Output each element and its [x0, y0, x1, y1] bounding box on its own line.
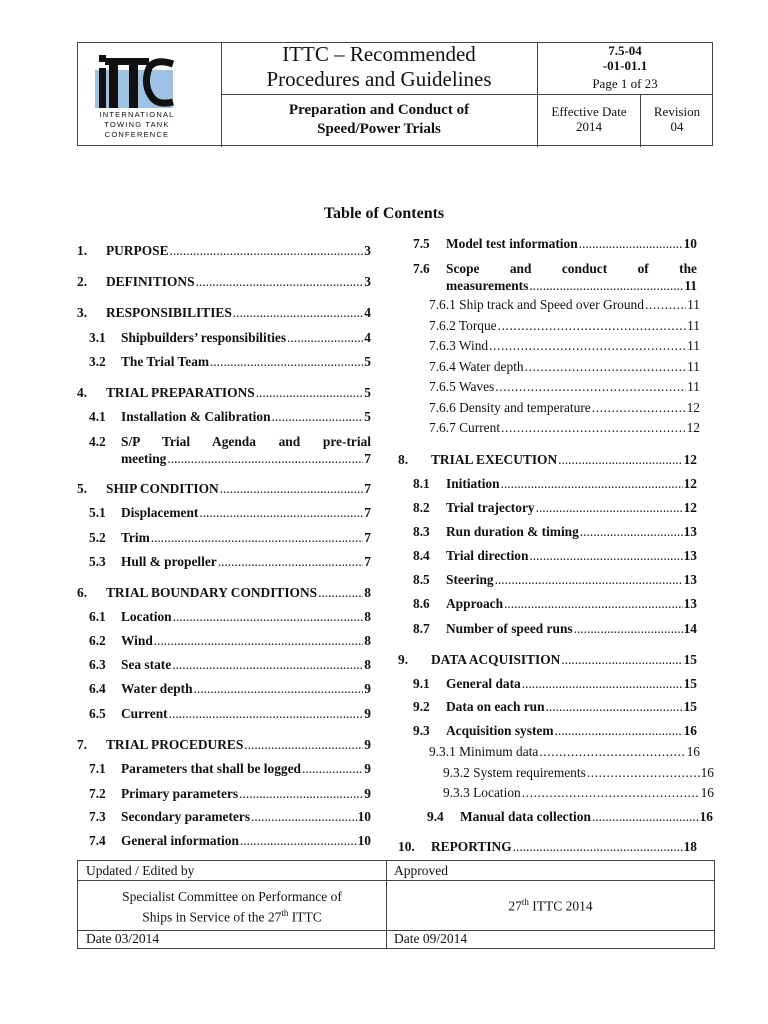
toc-number: 7.2 — [89, 786, 106, 801]
toc-page-number: 7 — [364, 554, 371, 569]
toc-leader — [555, 722, 683, 739]
toc-label: 7.6.3 Wind — [429, 338, 489, 353]
toc-leader — [579, 235, 683, 252]
toc-number: 6. — [77, 585, 88, 600]
toc-label: Trial direction — [446, 548, 529, 563]
toc-label: Initiation — [446, 476, 500, 491]
toc-leader — [558, 451, 682, 468]
toc-page-number: 13 — [683, 524, 697, 539]
toc-page-number: 7 — [364, 481, 371, 496]
toc-number: 7.1 — [89, 761, 106, 776]
toc-entry-water-depth[interactable] — [89, 680, 371, 697]
toc-entry-trial-procedures[interactable] — [77, 736, 371, 753]
toc-label: Scope and conduct of the — [446, 261, 697, 276]
toc-page-number: 9 — [364, 786, 371, 801]
toc-label: 7.6.6 Density and temperature — [429, 400, 591, 415]
toc-label: Run duration & timing — [446, 524, 579, 539]
toc-leader — [256, 384, 364, 401]
toc-label: Approach — [446, 596, 504, 611]
toc-page-number: 16 — [686, 744, 700, 759]
committee-line-2-pre: Ships in Service of the 27 — [142, 909, 282, 925]
toc-leader — [240, 832, 357, 849]
ittc-logo — [95, 50, 175, 108]
toc-entry-trial-execution[interactable] — [398, 451, 697, 468]
toc-leader — [539, 743, 685, 760]
toc-page-number: 8 — [364, 633, 371, 648]
toc-entry-responsibilities[interactable] — [77, 304, 371, 321]
toc-number: 7.4 — [89, 833, 106, 848]
toc-entry-trial-preparations[interactable] — [77, 384, 371, 401]
toc-page-number: 11 — [684, 278, 697, 293]
toc-label: Manual data collection — [460, 809, 591, 824]
toc-page-number: 8 — [364, 585, 371, 600]
toc-entry-trial-direction[interactable] — [413, 547, 697, 564]
doc-number-2: -01-01.1 — [602, 58, 648, 73]
toc-entry-purpose[interactable] — [77, 242, 371, 259]
toc-entry-7-6-1-ship-track-and-speed-over-ground[interactable] — [429, 296, 700, 313]
toc-page-number: 12 — [683, 452, 697, 467]
toc-entry-9-3-3-location[interactable] — [443, 784, 714, 801]
toc-page-number: 3 — [364, 243, 371, 258]
toc-number: 5.3 — [89, 554, 106, 569]
toc-leader — [239, 785, 363, 802]
toc-page-number: 16 — [700, 785, 714, 800]
toc-leader — [529, 277, 683, 294]
toc-number: 7.6 — [413, 261, 430, 276]
toc-leader — [251, 808, 357, 825]
toc-entry-7-6-4-water-depth[interactable] — [429, 358, 700, 375]
toc-entry-steering[interactable] — [413, 571, 697, 588]
toc-label: SHIP CONDITION — [106, 481, 219, 496]
toc-label: REPORTING — [431, 839, 512, 854]
updated-label: Updated / Edited by — [86, 863, 195, 878]
toc-entry-current[interactable] — [89, 705, 371, 722]
toc-label: Displacement — [121, 505, 199, 520]
toc-page-number: 14 — [683, 621, 697, 636]
toc-number: 8.6 — [413, 596, 430, 611]
toc-entry-initiation[interactable] — [413, 475, 697, 492]
toc-entry-run-duration-timing[interactable] — [413, 523, 697, 540]
toc-page-number: 16 — [683, 723, 697, 738]
committee-line-2-post: ITTC — [288, 909, 322, 925]
toc-entry-shipbuilders-responsibilities[interactable] — [89, 329, 371, 346]
toc-number: 4.2 — [89, 434, 106, 449]
subtitle-line-2: Speed/Power Trials — [317, 121, 441, 137]
toc-number: 4.1 — [89, 409, 106, 424]
approved-by — [387, 897, 714, 915]
toc-entry-displacement[interactable] — [89, 504, 371, 521]
toc-entry-reporting[interactable] — [398, 838, 697, 855]
toc-label: TRIAL PROCEDURES — [106, 737, 244, 752]
committee-line-2 — [78, 905, 386, 926]
toc-entry-9-3-1-minimum-data[interactable] — [429, 743, 700, 760]
toc-leader — [592, 399, 686, 416]
toc-number: 9.3 — [413, 723, 430, 738]
toc-label: Sea state — [121, 657, 172, 672]
toc-label: Trial trajectory — [446, 500, 535, 515]
logo-caption — [82, 110, 192, 140]
toc-number: 8.5 — [413, 572, 430, 587]
page-count: Page 1 of 23 — [592, 76, 658, 91]
toc-number: 9.4 — [427, 809, 444, 824]
toc-entry-model-test-information[interactable] — [413, 235, 697, 252]
toc-entry-general-information[interactable] — [89, 832, 371, 849]
toc-page-number: 12 — [686, 400, 700, 415]
toc-entry-the-trial-team[interactable] — [89, 353, 371, 370]
toc-number: 7.5 — [413, 236, 430, 251]
doc-title — [222, 42, 536, 92]
toc-leader — [546, 698, 683, 715]
toc-page-number: 15 — [683, 652, 697, 667]
approved-label: Approved — [394, 863, 448, 878]
toc-leader — [199, 504, 363, 521]
toc-page-number: 10 — [683, 236, 697, 251]
toc-label: Acquisition system — [446, 723, 554, 738]
toc-label: 9.3.2 System requirements — [443, 765, 586, 780]
toc-leader — [220, 480, 364, 497]
toc-leader — [501, 475, 683, 492]
toc-entry-data-acquisition[interactable] — [398, 651, 697, 668]
toc-leader — [501, 419, 686, 436]
toc-page-number: 4 — [364, 305, 371, 320]
toc-label: Secondary parameters — [121, 809, 251, 824]
toc-label: General information — [121, 833, 239, 848]
toc-page-number: 8 — [364, 609, 371, 624]
toc-page-number: 11 — [687, 318, 700, 333]
toc-entry-installation-calibration[interactable] — [89, 408, 371, 425]
toc-label: Steering — [446, 572, 494, 587]
toc-page-number: 5 — [364, 409, 371, 424]
toc-entry-7-6-5-waves[interactable] — [429, 378, 700, 395]
toc-page-number: 11 — [687, 297, 700, 312]
toc-label-continued: measurements — [446, 278, 529, 293]
toc-number: 9. — [398, 652, 409, 667]
toc-number: 8.1 — [413, 476, 430, 491]
toc-number: 6.4 — [89, 681, 106, 696]
toc-leader — [302, 760, 363, 777]
toc-entry-data-on-each-run[interactable] — [413, 698, 697, 715]
toc-number: 4. — [77, 385, 88, 400]
date-left: Date 03/2014 — [86, 931, 160, 946]
toc-page-number: 7 — [364, 530, 371, 545]
toc-page-number: 9 — [364, 706, 371, 721]
toc-entry-parameters-that-shall-be-logged[interactable] — [89, 760, 371, 777]
toc-number: 8.2 — [413, 500, 430, 515]
toc-entry-secondary-parameters[interactable] — [89, 808, 371, 825]
title-line-2: Procedures and Guidelines — [266, 67, 492, 91]
toc-label: DATA ACQUISITION — [431, 652, 561, 667]
toc-leader — [645, 296, 686, 313]
toc-leader — [561, 651, 682, 668]
effective-label: Effective Date — [551, 104, 627, 119]
toc-page-number: 16 — [699, 809, 713, 824]
toc-entry-location[interactable] — [89, 608, 371, 625]
toc-page-number: 9 — [364, 681, 371, 696]
toc-title: Table of Contents — [323, 205, 445, 222]
toc-entry-acquisition-system[interactable] — [413, 722, 697, 739]
toc-label: Current — [121, 706, 168, 721]
approved-pre: 27 — [508, 898, 522, 914]
toc-leader — [536, 499, 683, 516]
toc-leader — [244, 736, 363, 753]
toc-number: 3.2 — [89, 354, 106, 369]
toc-label: Primary parameters — [121, 786, 239, 801]
committee-sup: th — [281, 908, 289, 918]
toc-entry-7-6-7-current[interactable] — [429, 419, 700, 436]
toc-label: TRIAL BOUNDARY CONDITIONS — [106, 585, 318, 600]
toc-number: 8.4 — [413, 548, 430, 563]
footer-table — [77, 860, 715, 949]
toc-entry-trial-boundary-conditions[interactable] — [77, 584, 371, 601]
toc-page-number: 15 — [683, 699, 697, 714]
toc-leader — [529, 547, 682, 564]
toc-entry-trim[interactable] — [89, 529, 371, 546]
toc-page-number: 13 — [683, 572, 697, 587]
toc-page-number: 12 — [683, 476, 697, 491]
toc-leader — [233, 304, 364, 321]
toc-page-number: 9 — [364, 761, 371, 776]
toc-leader — [495, 378, 686, 395]
toc-label: RESPONSIBILITIES — [106, 305, 232, 320]
toc-label: Installation & Calibration — [121, 409, 271, 424]
toc-number: 6.3 — [89, 657, 106, 672]
toc-label: Hull & propeller — [121, 554, 217, 569]
toc-page-number: 11 — [687, 338, 700, 353]
toc-label: TRIAL PREPARATIONS — [106, 385, 255, 400]
toc-label: S/P Trial Agenda and pre-trial — [121, 434, 371, 449]
toc-leader — [218, 553, 364, 570]
toc-entry-7-6-6-density-and-temperature[interactable] — [429, 399, 700, 416]
toc-leader — [170, 242, 364, 259]
toc-page-number: 10 — [357, 833, 371, 848]
toc-entry-manual-data-collection[interactable] — [427, 808, 713, 825]
toc-leader — [173, 608, 364, 625]
toc-number: 2. — [77, 274, 88, 289]
toc-label: 7.6.7 Current — [429, 420, 501, 435]
toc-leader — [489, 337, 686, 354]
toc-leader — [318, 584, 363, 601]
committee-name — [78, 888, 386, 926]
toc-label: General data — [446, 676, 521, 691]
toc-page-number: 12 — [683, 500, 697, 515]
toc-entry-7-6-2-torque[interactable] — [429, 317, 700, 334]
toc-number: 6.5 — [89, 706, 106, 721]
toc-leader — [196, 273, 364, 290]
toc-page-number: 13 — [683, 548, 697, 563]
revision-label: Revision — [653, 104, 701, 119]
toc-label: 7.6.5 Waves — [429, 379, 495, 394]
committee-line-1: Specialist Committee on Performance of — [122, 889, 342, 904]
toc-leader — [522, 675, 683, 692]
toc-leader — [151, 529, 364, 546]
toc-page-number: 11 — [687, 379, 700, 394]
toc-leader — [574, 620, 683, 637]
approved-post: ITTC 2014 — [528, 898, 593, 914]
doc-number — [538, 43, 712, 73]
toc-label: Trim — [121, 530, 150, 545]
toc-label-continued: meeting — [121, 451, 167, 466]
toc-number: 8. — [398, 452, 409, 467]
toc-number: 6.1 — [89, 609, 106, 624]
toc-label: 7.6.1 Ship track and Speed over Ground — [429, 297, 644, 312]
toc-entry-s-p-trial-agenda-and-pre-trial[interactable] — [89, 433, 371, 467]
toc-label: Wind — [121, 633, 153, 648]
ittc-logo-graphic — [95, 50, 175, 108]
toc-page-number: 16 — [700, 765, 714, 780]
toc-entry-wind[interactable] — [89, 632, 371, 649]
toc-leader — [194, 680, 364, 697]
toc-page-number: 15 — [683, 676, 697, 691]
logo-line: CONFERENCE — [104, 130, 170, 139]
toc-number: 9.1 — [413, 676, 430, 691]
subtitle-line-1: Preparation and Conduct of — [288, 102, 470, 118]
toc-leader — [495, 571, 683, 588]
toc-leader — [154, 632, 364, 649]
toc-label: 9.3.3 Location — [443, 785, 521, 800]
toc-entry-approach[interactable] — [413, 595, 697, 612]
toc-number: 7. — [77, 737, 88, 752]
toc-label: Number of speed runs — [446, 621, 573, 636]
toc-entry-trial-trajectory[interactable] — [413, 499, 697, 516]
toc-label: 7.6.2 Torque — [429, 318, 497, 333]
toc-page-number: 5 — [364, 385, 371, 400]
toc-entry-general-data[interactable] — [413, 675, 697, 692]
toc-leader — [172, 656, 363, 673]
revision-value: 04 — [670, 119, 684, 134]
toc-page-number: 7 — [364, 505, 371, 520]
toc-label: 9.3.1 Minimum data — [429, 744, 539, 759]
toc-label: Model test information — [446, 236, 578, 251]
title-line-1: ITTC – Recommended — [282, 42, 476, 66]
logo-line: INTERNATIONAL — [99, 110, 175, 119]
toc-entry-definitions[interactable] — [77, 273, 371, 290]
toc-page-number: 12 — [686, 420, 700, 435]
toc-number: 5.2 — [89, 530, 106, 545]
toc-number: 10. — [398, 839, 415, 854]
toc-leader — [272, 408, 364, 425]
toc-leader — [525, 358, 686, 375]
toc-entry-ship-condition[interactable] — [77, 480, 371, 497]
toc-number: 5. — [77, 481, 88, 496]
doc-subtitle — [222, 101, 536, 139]
toc-label: Shipbuilders’ responsibilities — [121, 330, 287, 345]
toc-page-number: 4 — [364, 330, 371, 345]
toc-leader — [592, 808, 699, 825]
toc-label: Location — [121, 609, 172, 624]
toc-number: 7.3 — [89, 809, 106, 824]
toc-label: Parameters that shall be logged — [121, 761, 302, 776]
toc-number: 5.1 — [89, 505, 106, 520]
toc-leader — [513, 838, 683, 855]
toc-leader — [587, 764, 700, 781]
toc-label: Data on each run — [446, 699, 545, 714]
toc-entry-number-of-speed-runs[interactable] — [413, 620, 697, 637]
toc-number: 3. — [77, 305, 88, 320]
toc-leader — [210, 353, 363, 370]
toc-label: Water depth — [121, 681, 193, 696]
toc-entry-9-3-2-system-requirements[interactable] — [443, 764, 714, 781]
toc-number: 1. — [77, 243, 88, 258]
toc-label: The Trial Team — [121, 354, 210, 369]
toc-page-number: 5 — [364, 354, 371, 369]
toc-page-number: 13 — [683, 596, 697, 611]
revision — [641, 104, 713, 134]
toc-leader — [580, 523, 683, 540]
toc-page-number: 8 — [364, 657, 371, 672]
toc-entry-hull-propeller[interactable] — [89, 553, 371, 570]
toc-page-number: 10 — [357, 809, 371, 824]
toc-leader — [167, 450, 363, 467]
toc-label: DEFINITIONS — [106, 274, 195, 289]
toc-entry-primary-parameters[interactable] — [89, 785, 371, 802]
approved-sup: th — [521, 897, 529, 907]
toc-leader — [504, 595, 683, 612]
toc-leader — [169, 705, 364, 722]
logo-line: TOWING TANK — [104, 120, 170, 129]
toc-number: 8.3 — [413, 524, 430, 539]
toc-label: PURPOSE — [106, 243, 169, 258]
toc-number: 8.7 — [413, 621, 430, 636]
toc-page-number: 11 — [687, 359, 700, 374]
toc-page-number: 9 — [364, 737, 371, 752]
toc-leader — [522, 784, 700, 801]
toc-number: 6.2 — [89, 633, 106, 648]
date-right: Date 09/2014 — [394, 931, 468, 946]
toc-number: 9.2 — [413, 699, 430, 714]
toc-entry-scope-and-conduct-of-the[interactable] — [413, 260, 697, 294]
toc-leader — [287, 329, 363, 346]
toc-number: 3.1 — [89, 330, 106, 345]
toc-entry-sea-state[interactable] — [89, 656, 371, 673]
toc-entry-7-6-3-wind[interactable] — [429, 337, 700, 354]
doc-number-1: 7.5-04 — [608, 43, 642, 58]
toc-leader — [498, 317, 686, 334]
toc-label: TRIAL EXECUTION — [431, 452, 558, 467]
effective-date — [538, 104, 640, 134]
toc-page-number: 18 — [683, 839, 697, 854]
toc-page-number: 3 — [364, 274, 371, 289]
effective-value: 2014 — [576, 119, 602, 134]
toc-page-number: 7 — [364, 451, 371, 466]
toc-label: 7.6.4 Water depth — [429, 359, 524, 374]
